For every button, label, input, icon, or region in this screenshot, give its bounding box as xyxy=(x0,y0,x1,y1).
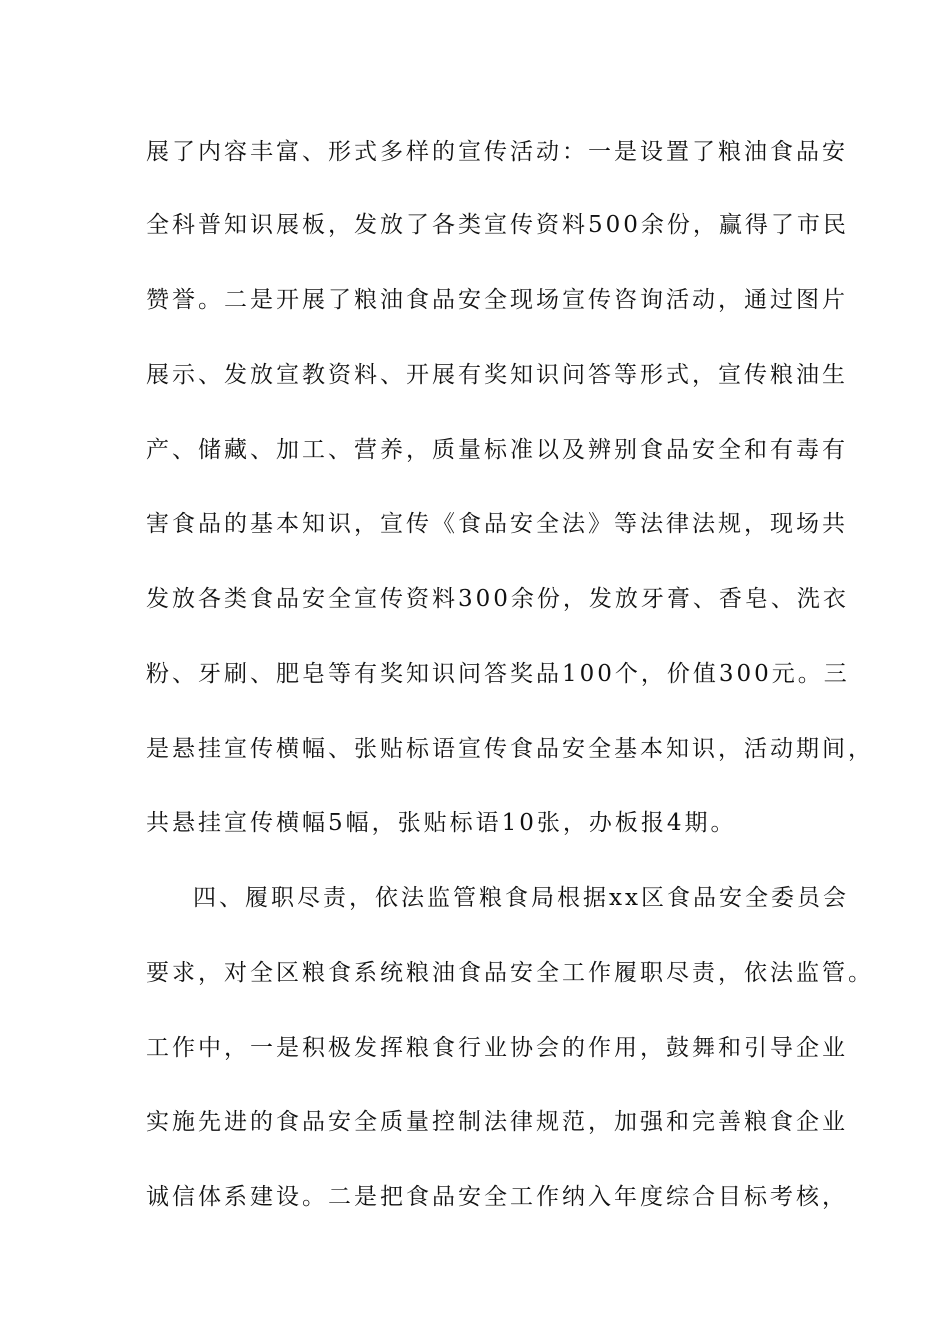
text-line: 要求，对全区粮食系统粮油食品安全工作履职尽责，依法监管。 xyxy=(146,960,874,986)
text-line: 实施先进的食品安全质量控制法律规范，加强和完善粮食企业 xyxy=(146,1109,848,1135)
text-line: 赞誉。二是开展了粮油食品安全现场宣传咨询活动，通过图片 xyxy=(146,287,848,313)
text-line: 害食品的基本知识，宣传《食品安全法》等法律法规，现场共 xyxy=(146,511,848,537)
text-line: 展了内容丰富、形式多样的宣传活动：一是设置了粮油食品安 xyxy=(146,139,848,165)
text-line: 粉、牙刷、肥皂等有奖知识问答奖品100个，价值300元。三 xyxy=(146,661,850,687)
text-line: 共悬挂宣传横幅5幅，张贴标语10张，办板报4期。 xyxy=(146,810,737,836)
text-line: 展示、发放宣教资料、开展有奖知识问答等形式，宣传粮油生 xyxy=(146,362,848,388)
text-line: 发放各类食品安全宣传资料300余份，发放牙膏、香皂、洗衣 xyxy=(146,586,849,612)
text-line: 全科普知识展板，发放了各类宣传资料500余份，赢得了市民 xyxy=(146,212,849,238)
text-line: 是悬挂宣传横幅、张贴标语宣传食品安全基本知识，活动期间， xyxy=(146,736,874,762)
paragraph-start-line: 四、履职尽责，依法监管粮食局根据xx区食品安全委员会 xyxy=(193,885,849,911)
text-line: 工作中，一是积极发挥粮食行业协会的作用，鼓舞和引导企业 xyxy=(146,1035,848,1061)
text-line: 产、储藏、加工、营养，质量标准以及辨别食品安全和有毒有 xyxy=(146,437,848,463)
text-line: 诚信体系建设。二是把食品安全工作纳入年度综合目标考核， xyxy=(146,1184,848,1210)
